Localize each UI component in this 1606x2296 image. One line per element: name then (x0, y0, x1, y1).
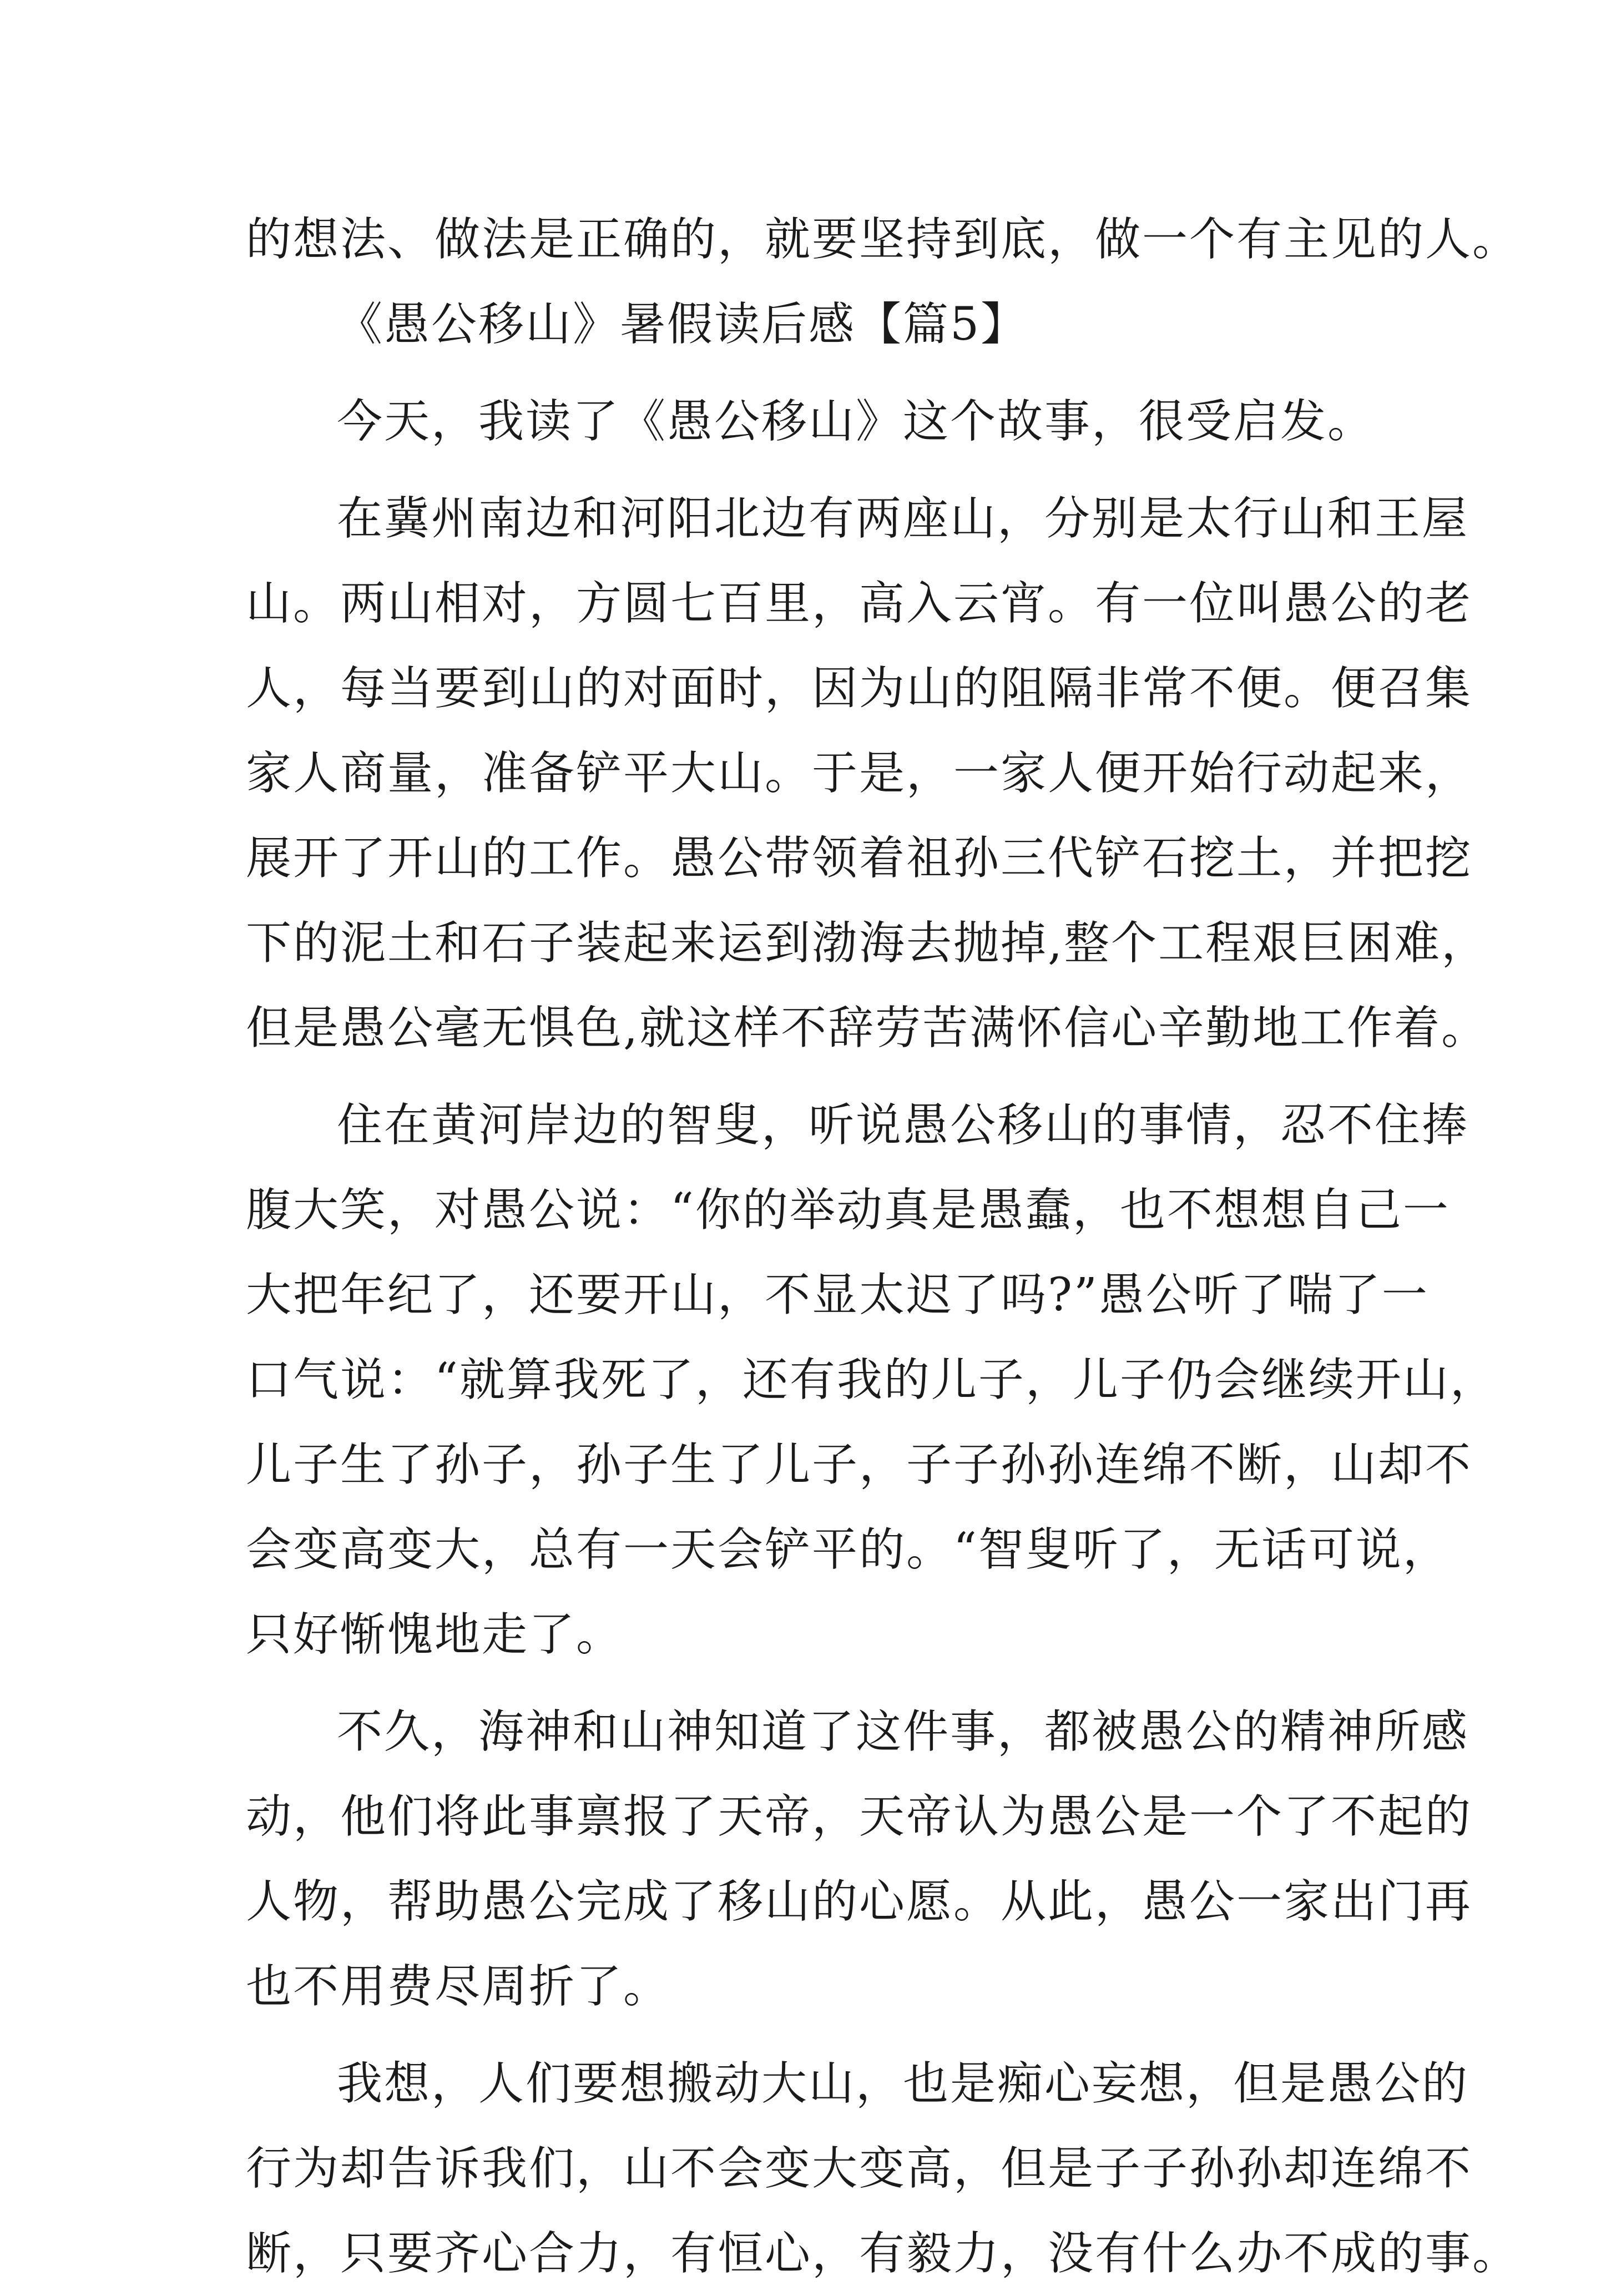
text-line: 腹大笑，对愚公说：“你的举动真是愚蠢，也不想想自己一 (246, 1184, 1450, 1237)
text-line: 口气说：“就算我死了，还有我的儿子，儿子仍会继续开山， (246, 1354, 1497, 1406)
text-line: 断，只要齐心合力，有恒心，有毅力，没有什么办不成的事。 (246, 2227, 1520, 2280)
text-line: 下的泥土和石子装起来运到渤海去抛掉,整个工程艰巨困难， (246, 917, 1489, 970)
text-line: 人，每当要到山的对面时，因为山的阻隔非常不便。便召集 (246, 662, 1473, 715)
document-body (246, 197, 1520, 2296)
section-title: 《愚公移山》暑假读后感【篇5】 (337, 298, 1028, 351)
text-line: 今天，我读了《愚公移山》这个故事，很受启发。 (337, 395, 1375, 448)
text-line: 会变高变大，总有一天会铲平的。“智叟听了，无话可说， (246, 1523, 1450, 1576)
text-line: 大把年纪了，还要开山，不显太迟了吗?”愚公听了喘了一 (246, 1269, 1429, 1321)
text-line: 我想，人们要想搬动大山，也是痴心妄想，但是愚公的 (337, 2057, 1469, 2110)
text-line: 不久，海神和山神知道了这件事，都被愚公的精神所感 (337, 1705, 1469, 1758)
text-line: 行为却告诉我们，山不会变大变高，但是子子孙孙却连绵不 (246, 2142, 1473, 2195)
text-line: 展开了开山的工作。愚公带领着祖孙三代铲石挖土，并把挖 (246, 832, 1473, 885)
text-line: 的想法、做法是正确的，就要坚持到底，做一个有主见的人。 (246, 213, 1520, 266)
text-line: 动，他们将此事禀报了天帝，天帝认为愚公是一个了不起的 (246, 1790, 1473, 1843)
text-line: 在冀州南边和河阳北边有两座山，分别是太行山和王屋 (337, 492, 1469, 545)
text-line: 家人商量，准备铲平大山。于是，一家人便开始行动起来， (246, 747, 1473, 800)
text-line: 山。两山相对，方圆七百里，高入云宵。有一位叫愚公的老 (246, 577, 1473, 630)
text-line: 也不用费尽周折了。 (246, 1960, 671, 2013)
text-line: 住在黄河岸边的智叟，听说愚公移山的事情，忍不住捧 (337, 1099, 1469, 1152)
text-line: 人物，帮助愚公完成了移山的心愿。从此，愚公一家出门再 (246, 1875, 1473, 1928)
text-line: 只好惭愧地走了。 (246, 1608, 624, 1661)
text-line: 儿子生了孙子，孙子生了儿子，子子孙孙连绵不断，山却不 (246, 1439, 1473, 1491)
text-line: 但是愚公毫无惧色,就这样不辞劳苦满怀信心辛勤地工作着。 (246, 1002, 1489, 1054)
